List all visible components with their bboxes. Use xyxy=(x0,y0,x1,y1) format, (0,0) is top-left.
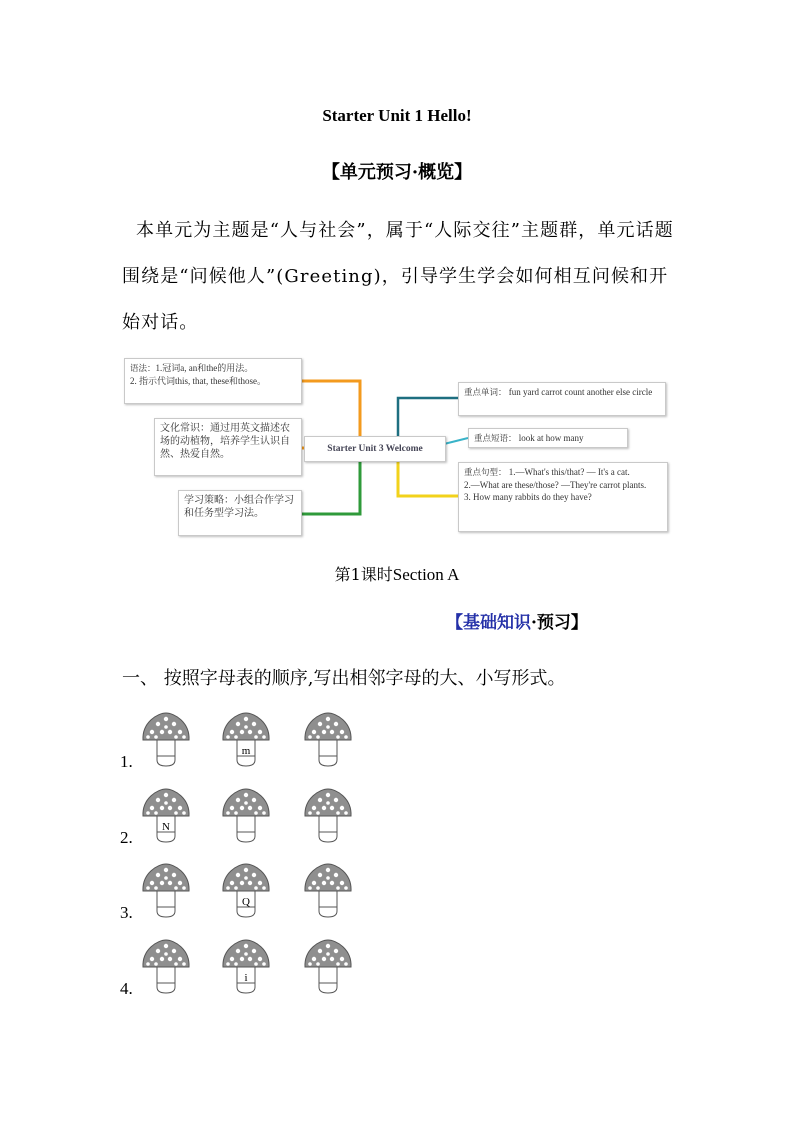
mind-map-center: Starter Unit 3 Welcome xyxy=(304,436,446,462)
grammar-box: 语法：1.冠词a, an和the的用法。 2. 指示代词this, that, these和those。 xyxy=(124,358,302,404)
strategy-box: 学习策略：小组合作学习和任务型学习法。 xyxy=(178,490,302,536)
exercise-number: 4. xyxy=(120,979,133,998)
mushroom-icon xyxy=(302,712,354,768)
exercise-number: 2. xyxy=(120,828,133,847)
intro-text: 本单元为主题是“人与社会”，属于“人际交往”主题群，单元话题围绕是“问候他人”(Greeting)，引导学生学会如何相互问候和开始对话。 xyxy=(122,220,674,333)
mushroom-icon xyxy=(302,863,354,919)
mushroom-icon xyxy=(220,788,272,844)
culture-box: 文化常识：通过用英文描述农场的动植物，培养学生认识自然、热爱自然。 xyxy=(154,418,302,476)
key-phrases-box: 重点短语： look at how many xyxy=(468,428,628,448)
exercise-number: 1. xyxy=(120,752,133,771)
mushroom-letter: Q xyxy=(242,896,250,908)
mushroom-icon xyxy=(220,712,272,768)
connector-phrases xyxy=(444,438,468,444)
exercise-number: 3. xyxy=(120,903,133,922)
page-title: Starter Unit 1 Hello! xyxy=(322,106,472,125)
mushroom-letter: m xyxy=(241,745,251,757)
mushroom-icon xyxy=(140,863,192,919)
mind-map-connectors xyxy=(0,0,794,560)
key-sentences-box: 重点句型： 1.—What's this/that? — It's a cat. 2.—What are these/those? —They're carrot plants. 3. How many rabbits do they have? xyxy=(458,462,668,532)
mushroom-letter: i xyxy=(244,972,248,984)
mushroom-icon xyxy=(302,788,354,844)
mushroom-icon xyxy=(140,939,192,995)
mushroom-icon xyxy=(140,788,192,844)
mushroom-icon xyxy=(302,939,354,995)
mushroom-icon xyxy=(140,712,192,768)
mushroom-icon xyxy=(220,939,272,995)
section-heading: 【单元预习·概览】 xyxy=(321,162,473,183)
exercise-instruction: 一、 按照字母表的顺序,写出相邻字母的大、小写形式。 xyxy=(122,668,566,689)
mushroom-letter: N xyxy=(162,821,170,833)
mushroom-icon xyxy=(220,863,272,919)
lesson-title: 第1课时Section A xyxy=(334,565,460,584)
basics-heading: 【基础知识·预习】 xyxy=(446,613,588,633)
key-words-box: 重点单词： fun yard carrot count another else circle xyxy=(458,382,666,416)
